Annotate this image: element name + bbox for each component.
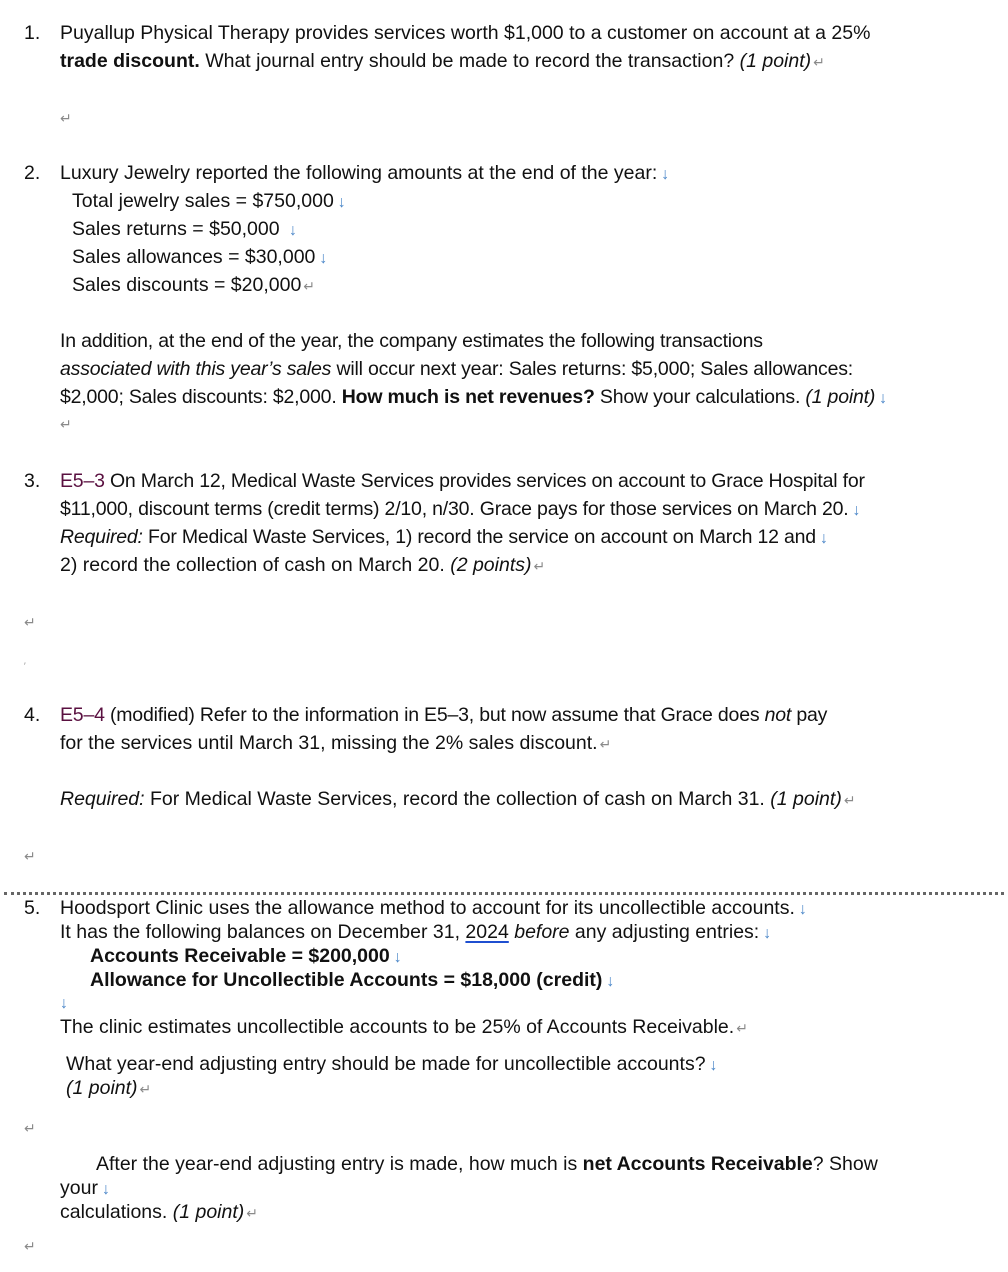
q5-text: The clinic estimates uncollectible accounts to be 25% of Accounts Receivable. — [60, 1016, 735, 1038]
q2-item — [72, 272, 315, 299]
q5-ask2-points: (1 point) — [172, 1201, 245, 1223]
q2-para-text: $2,000; Sales discounts: $2,000. — [60, 386, 342, 408]
paragraph-mark-icon: ↵ — [246, 1205, 259, 1221]
q1-line2 — [60, 48, 825, 75]
line-break-icon: ↓ — [337, 194, 346, 211]
q1-line1-text: Puyallup Physical Therapy provides services worth $1,000 to a customer on account at a 25% — [60, 22, 871, 44]
q5-text: your — [60, 1177, 98, 1199]
line-break-icon: ↓ — [819, 530, 828, 547]
q3-points: (2 points) — [450, 554, 532, 576]
q2-points: (1 point) — [805, 386, 876, 408]
q3-line4 — [60, 552, 545, 579]
q3-number: 3. — [24, 470, 41, 492]
q5-balance — [90, 944, 402, 970]
q2-associated-phrase: associated with this year’s sales — [60, 358, 332, 380]
q5-line1 — [60, 896, 807, 922]
q4-points: (1 point) — [770, 788, 842, 810]
q2-intro-text: Luxury Jewelry reported the following amounts at the end of the year: — [60, 162, 658, 184]
line-break-icon: ↓ — [852, 502, 861, 519]
q3-text: 2) record the collection of cash on March 20. — [60, 554, 451, 576]
q5-net-ar: net Accounts Receivable — [582, 1153, 813, 1175]
q1-trade-discount: trade discount. — [60, 50, 200, 72]
q5-number: 5. — [24, 897, 41, 919]
q4-required — [60, 786, 856, 813]
line-break-icon: ↓ — [661, 166, 670, 183]
q2-item — [72, 188, 346, 216]
paragraph-mark-icon: ↵ — [24, 1238, 36, 1254]
q4-text: pay — [791, 704, 828, 726]
q2-number: 2. — [24, 162, 41, 184]
q5-accounts-receivable: Accounts Receivable = $200,000 — [90, 945, 390, 967]
paragraph-mark-icon: ↵ — [533, 558, 546, 574]
q5-ask2 — [96, 1152, 878, 1176]
q5-line2 — [60, 920, 771, 946]
q5-ask2-line2 — [60, 1176, 110, 1202]
paragraph-mark-icon: ↵ — [599, 736, 612, 752]
q5-year: 2024 — [465, 921, 509, 943]
q5-text: After the year-end adjusting entry is made, how much is — [96, 1153, 583, 1175]
q2-item — [72, 216, 297, 244]
line-break-icon: ↓ — [879, 390, 887, 407]
q3-line1 — [60, 468, 865, 494]
q2-item-text: Sales discounts = $20,000 — [72, 274, 302, 296]
q4-not: not — [764, 704, 792, 726]
q2-item — [72, 244, 327, 272]
q5-ask1-points: (1 point) — [66, 1077, 138, 1099]
q2-para-line1 — [60, 328, 763, 354]
q3-exercise-code: E5–3 — [60, 470, 105, 492]
q5-text: calculations. — [60, 1201, 173, 1223]
q3-line3 — [60, 524, 828, 552]
q2-item-text: Total jewelry sales = $750,000 — [72, 190, 334, 212]
q1-points: (1 point) — [739, 50, 812, 72]
paragraph-mark-icon: ↵ — [24, 614, 36, 630]
q5-balance — [90, 968, 614, 994]
q4-exercise-code: E5–4 — [60, 704, 105, 726]
q5-ask1 — [66, 1052, 718, 1078]
q1-line1 — [60, 20, 870, 46]
line-break-icon: ↓ — [289, 222, 298, 239]
q2-item-text: Sales returns = $50,000 — [72, 218, 286, 240]
q2-intro — [60, 160, 669, 188]
line-break-icon: ↓ — [60, 995, 68, 1012]
q4-number: 4. — [24, 704, 41, 726]
q1-number: 1. — [24, 22, 41, 44]
section-break-divider — [4, 892, 1004, 895]
q5-text: Hoodsport Clinic uses the allowance method to account for its uncollectible accounts. — [60, 897, 795, 919]
q2-para-text: will occur next year: Sales returns: $5,000; Sales allowances: — [331, 358, 853, 380]
line-break-icon: ↓ — [319, 250, 328, 267]
line-break-icon: ↓ — [798, 901, 807, 918]
q2-net-revenues-question: How much is net revenues? — [341, 386, 595, 408]
paragraph-mark-icon: ↵ — [736, 1020, 748, 1036]
paragraph-mark-icon: ↵ — [303, 278, 316, 294]
q4-text: (modified) Refer to the information in E5–3, but now assume that Grace does — [104, 704, 765, 726]
paragraph-mark-icon: ↵ — [60, 110, 72, 126]
paragraph-mark-icon: ↵ — [24, 1120, 36, 1136]
q5-estimate — [60, 1014, 748, 1041]
q5-text: What year-end adjusting entry should be made for uncollectible accounts? — [66, 1053, 706, 1075]
q3-text: On March 12, Medical Waste Services provides services on account to Grace Hospital for — [104, 470, 865, 492]
q5-text: any adjusting entries: — [569, 921, 760, 943]
q4-line1 — [60, 702, 827, 728]
q1-line2-text: What journal entry should be made to record the transaction? — [199, 50, 740, 72]
paragraph-mark-icon: ↵ — [139, 1081, 152, 1097]
q4-text: For Medical Waste Services, record the collection of cash on March 31. — [144, 788, 771, 810]
q2-item-text: Sales allowances = $30,000 — [72, 246, 316, 268]
q3-text: For Medical Waste Services, 1) record the service on account on March 12 and — [142, 526, 816, 548]
line-break-icon: ↓ — [709, 1057, 718, 1074]
line-break-icon: ↓ — [393, 949, 402, 966]
q5-ask1-points-line — [66, 1076, 151, 1101]
q2-para-text: In addition, at the end of the year, the company estimates the following transactions — [60, 330, 763, 352]
q4-required-label: Required: — [60, 788, 145, 810]
small-mark-icon: ′ — [24, 661, 26, 671]
line-break-icon: ↓ — [763, 925, 772, 942]
q2-para-text: Show your calculations. — [594, 386, 806, 408]
q5-text: It has the following balances on December 31, — [60, 921, 466, 943]
q5-before: before — [514, 921, 570, 943]
q3-required-label: Required: — [60, 526, 143, 548]
line-break-icon: ↓ — [101, 1181, 110, 1198]
q4-line2 — [60, 730, 611, 757]
q3-text: $11,000, discount terms (credit terms) 2/10, n/30. Grace pays for those services on March 20. — [60, 498, 849, 520]
line-break-icon: ↓ — [606, 973, 615, 990]
paragraph-mark-icon: ↵ — [813, 54, 825, 70]
q2-para-line2 — [60, 356, 853, 382]
q2-para-line3 — [60, 384, 887, 412]
q5-allowance: Allowance for Uncollectible Accounts = $18,000 (credit) — [90, 969, 603, 991]
q5-text: ? Show — [812, 1153, 878, 1175]
paragraph-mark-icon: ↵ — [60, 416, 72, 432]
paragraph-mark-icon: ↵ — [24, 848, 36, 864]
paragraph-mark-icon: ↵ — [843, 792, 856, 808]
q5-ask2-line3 — [60, 1200, 258, 1225]
q4-text: for the services until March 31, missing the 2% sales discount. — [60, 732, 598, 754]
q3-line2 — [60, 496, 860, 524]
